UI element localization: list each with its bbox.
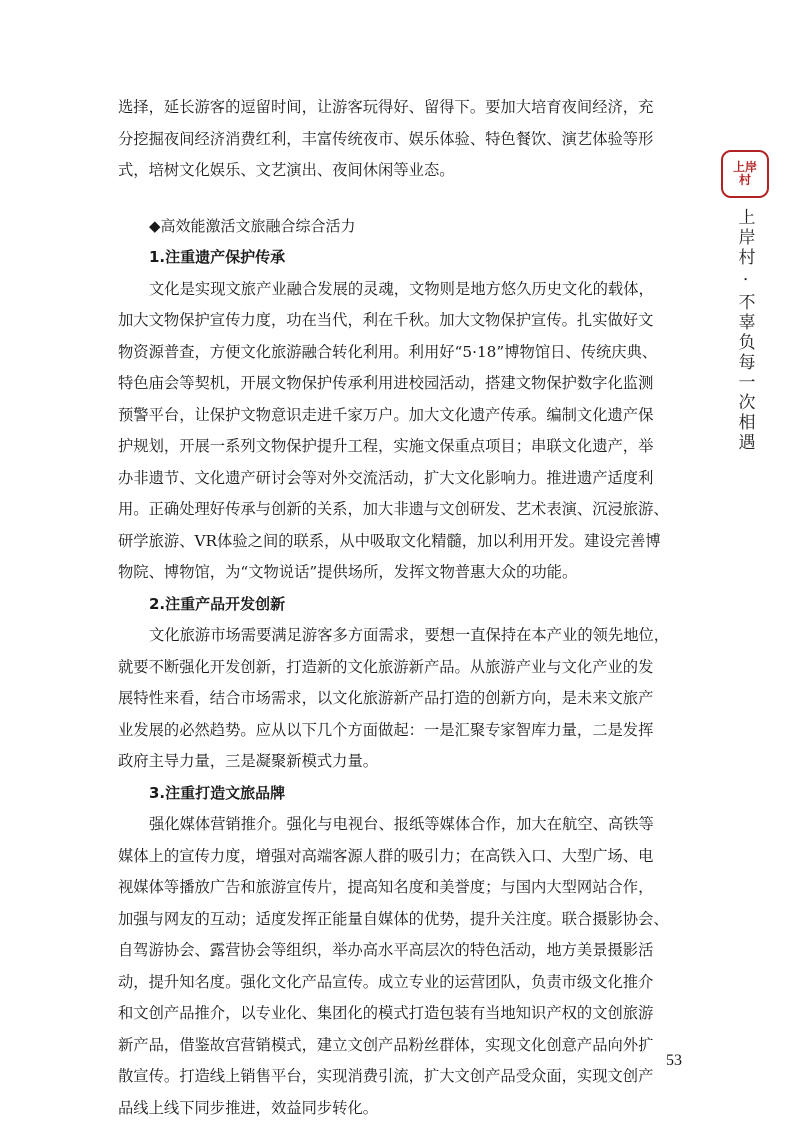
text-line: 业发展的必然趋势。应从以下几个方面做起：一是汇聚专家智库力量，二是发挥 [118,720,654,739]
text-line: 加强与网友的互动；适度发挥正能量自媒体的优势，提升关注度。联合摄影协会、 [118,909,669,928]
text-line: 新产品，借鉴故宫营销模式，建立文创产品粉丝群体，实现文化创意产品向外扩 [118,1035,654,1054]
subsection-3-body [118,809,688,1124]
text-line: 预警平台，让保护文物意识走进千家万户。加大文化遗产传承。编制文化遗产保 [118,405,654,424]
text-line: 物院、博物馆，为“文物说话”提供场所，发挥文物普惠大众的功能。 [118,563,578,581]
text-line: 和文创产品推介，以专业化、集团化的模式打造包装有当地知识产权的文创旅游 [118,1004,654,1022]
text-line: 媒体上的宣传力度，增强对高端客源人群的吸引力；在高铁入口、大型广场、电 [118,846,654,865]
side-title: 上岸村 · 不辜负每一次相遇 [734,208,755,454]
text-line: 特色庙会等契机，开展文物保护传承利用进校园活动，搭建文物保护数字化监测 [118,374,654,392]
subsection-3-title: 3.注重打造文旅品牌 [149,783,286,802]
seal-text-bottom: 村 [738,173,751,187]
text-line: 就要不断强化开发创新，打造新的文化旅游新产品。从旅游产业与文化产业的发 [118,657,654,676]
text-line: 用。正确处理好传承与创新的关系，加大非遗与文创研发、艺术表演、沉浸旅游、 [118,500,669,518]
text-line: 分挖掘夜间经济消费红利，丰富传统夜市、娱乐体验、特色餐饮、演艺体验等形 [118,129,654,148]
text-line: 视媒体等播放广告和旅游宣传片，提高知名度和美誉度；与国内大型网站合作， [118,878,654,896]
text-line: 强化媒体营销推介。强化与电视台、报纸等媒体合作，加大在航空、高铁等 [149,815,654,833]
subsection-2-body [118,620,688,778]
seal-text-top: 上岸 [732,160,757,174]
seal-logo [721,150,769,198]
text-line: 文化是实现文旅产业融合发展的灵魂，文物则是地方悠久历史文化的载体， [149,279,654,298]
text-line: 护规划，开展一系列文物保护提升工程，实施文保重点项目；串联文化遗产，举 [118,437,654,455]
text-line: 政府主导力量，三是凝聚新模式力量。 [118,752,379,770]
text-line: 选择，延长游客的逗留时间，让游客玩得好、留得下。要加大培育夜间经济，充 [118,98,654,116]
text-line: 办非遗节、文化遗产研讨会等对外交流活动，扩大文化影响力。推进遗产适度利 [118,468,654,487]
text-line: 动，提升知名度。强化文化产品宣传。成立专业的运营团队，负责市级文化推介 [118,972,654,991]
section-heading: ◆高效能激活文旅融合综合活力 [149,216,356,235]
subsection-2-title: 2.注重产品开发创新 [149,594,286,613]
text-line: 展特性来看，结合市场需求，以文化旅游新产品打造的创新方向，是未来文旅产 [118,689,654,707]
text-line: 自驾游协会、露营协会等组织，举办高水平高层次的特色活动，地方美景摄影活 [118,941,654,959]
text-line: 文化旅游市场需要满足游客多方面需求，要想一直保持在本产业的领先地位， [149,626,670,644]
text-line: 加大文物保护宣传力度，功在当代，利在千秋。加大文物保护宣传。扎实做好文 [118,311,654,329]
subsection-1-body [118,274,688,589]
page-body [118,92,688,1124]
spacer [118,187,688,211]
side-label [717,150,773,453]
text-line: 研学旅游、VR体验之间的联系，从中吸取文化精髓，加以利用开发。建设完善博 [118,531,661,550]
intro-paragraph [118,92,688,187]
text-line: 式，培树文化娱乐、文艺演出、夜间休闲等业态。 [118,161,455,179]
subsection-1-title: 1.注重遗产保护传承 [149,248,286,266]
page-number: 53 [666,1052,682,1069]
text-line: 品线上线下同步推进，效益同步转化。 [118,1098,379,1117]
text-line: 散宣传。打造线上销售平台，实现消费引流，扩大文创产品受众面，实现文创产 [118,1067,654,1085]
text-line: 物资源普查，方便文化旅游融合转化利用。利用好“5·18”博物馆日、传统庆典、 [118,342,658,361]
